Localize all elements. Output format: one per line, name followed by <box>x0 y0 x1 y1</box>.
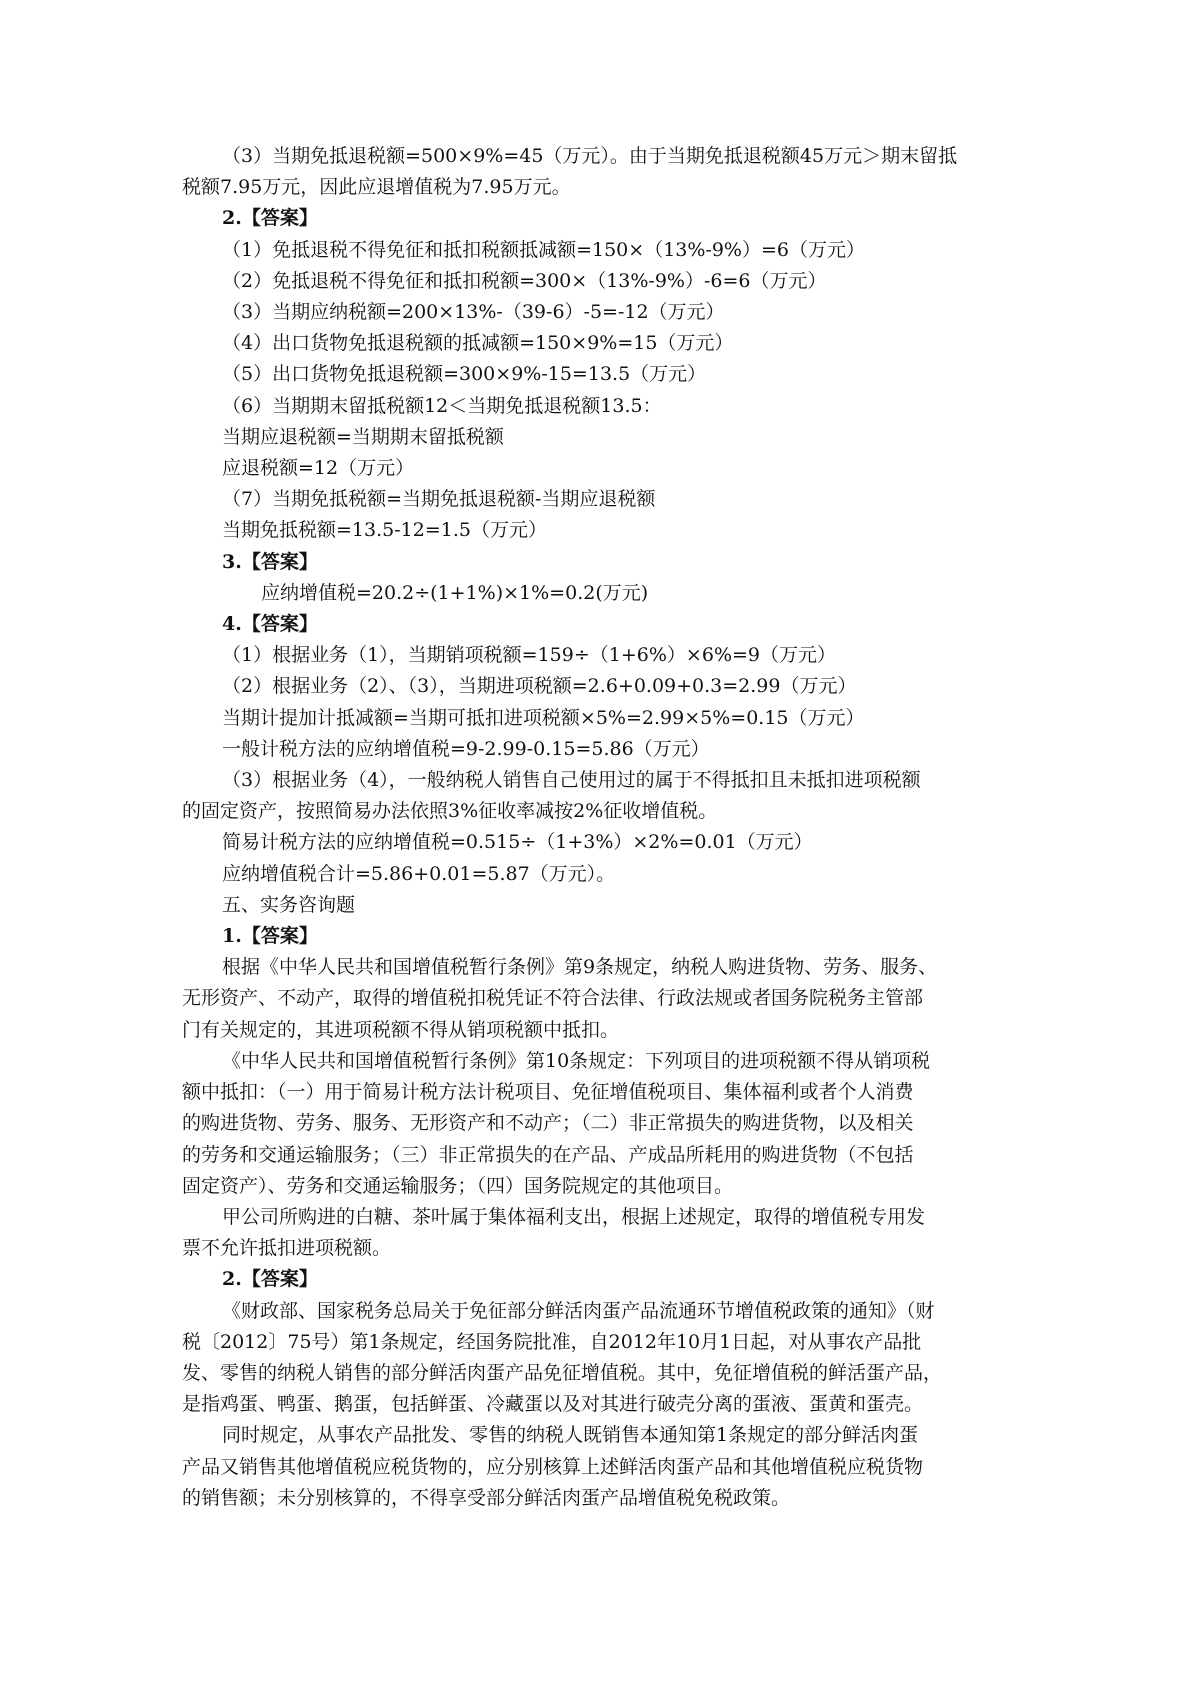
section-heading: 2.【答案】 <box>222 1268 318 1291</box>
text-line: 的销售额；未分别核算的，不得享受部分鲜活肉蛋产品增值税免税政策。 <box>182 1486 791 1509</box>
text-line: 根据《中华人民共和国增值税暂行条例》第9条规定，纳税人购进货物、劳务、服务、 <box>222 956 938 979</box>
text-line: 甲公司所购进的白糖、茶叶属于集体福利支出，根据上述规定，取得的增值税专用发 <box>222 1205 926 1228</box>
section-heading: 2.【答案】 <box>222 207 318 230</box>
text-line: 简易计税方法的应纳增值税=0.515÷（1+3%）×2%=0.01（万元） <box>222 831 813 854</box>
text-line: （2）根据业务（2）、（3），当期进项税额=2.6+0.09+0.3=2.99（万元） <box>222 675 857 698</box>
text-line: 门有关规定的，其进项税额不得从销项税额中抵扣。 <box>182 1018 620 1041</box>
text-line: （4）出口货物免抵退税额的抵减额=150×9%=15（万元） <box>222 332 734 355</box>
text-line: 五、实务咨询题 <box>222 893 356 916</box>
section-heading: 1.【答案】 <box>222 925 318 948</box>
text-line: 同时规定，从事农产品批发、零售的纳税人既销售本通知第1条规定的部分鲜活肉蛋 <box>222 1424 919 1447</box>
text-line: 当期计提加计抵减额=当期可抵扣进项税额×5%=2.99×5%=0.15（万元） <box>222 706 865 729</box>
text-line: 的购进货物、劳务、服务、无形资产和不动产；（二）非正常损失的购进货物，以及相关 <box>182 1112 914 1135</box>
text-line: （3）根据业务（4），一般纳税人销售自己使用过的属于不得抵扣且未抵扣进项税额 <box>222 769 921 792</box>
text-line: 的劳务和交通运输服务；（三）非正常损失的在产品、产成品所耗用的购进货物（不包括 <box>182 1143 914 1166</box>
text-line: （1）免抵退税不得免征和抵扣税额抵减额=150×（13%-9%）=6（万元） <box>222 238 865 261</box>
section-heading: 3.【答案】 <box>222 550 318 573</box>
text-line: （6）当期期末留抵税额12＜当期免抵退税额13.5： <box>222 394 662 417</box>
text-line: 应纳增值税=20.2÷(1+1%)×1%=0.2(万元) <box>261 581 649 604</box>
text-line: （2）免抵退税不得免征和抵扣税额=300×（13%-9%）-6=6（万元） <box>222 269 827 292</box>
text-line: （5）出口货物免抵退税额=300×9%-15=13.5（万元） <box>222 363 707 386</box>
text-line: 额中抵扣：（一）用于简易计税方法计税项目、免征增值税项目、集体福利或者个人消费 <box>182 1081 914 1104</box>
text-line: 一般计税方法的应纳增值税=9-2.99-0.15=5.86（万元） <box>222 737 710 760</box>
text-line: 固定资产）、劳务和交通运输服务；（四）国务院规定的其他项目。 <box>182 1174 734 1197</box>
text-line: （3）当期免抵退税额=500×9%=45（万元）。由于当期免抵退税额45万元＞期末留抵 <box>222 145 958 167</box>
text-line: 税额7.95万元，因此应退增值税为7.95万元。 <box>182 176 571 199</box>
text-line: 的固定资产，按照简易办法依照3%征收率减按2%征收增值税。 <box>182 800 718 823</box>
text-line: 《财政部、国家税务总局关于免征部分鲜活肉蛋产品流通环节增值税政策的通知》（财 <box>222 1299 935 1322</box>
section-heading: 4.【答案】 <box>222 613 318 636</box>
text-line: 当期应退税额=当期期末留抵税额 <box>222 425 504 448</box>
text-line: 是指鸡蛋、鸭蛋、鹅蛋，包括鲜蛋、冷藏蛋以及对其进行破壳分离的蛋液、蛋黄和蛋壳。 <box>182 1393 924 1416</box>
text-line: （7）当期免抵税额=当期免抵退税额-当期应退税额 <box>222 488 656 511</box>
text-line: （1）根据业务（1），当期销项税额=159÷（1+6%）×6%=9（万元） <box>222 644 837 667</box>
text-line: 票不允许抵扣进项税额。 <box>182 1237 392 1260</box>
text-line: 无形资产、不动产，取得的增值税扣税凭证不符合法律、行政法规或者国务院税务主管部 <box>182 987 924 1010</box>
text-line: 《中华人民共和国增值税暂行条例》第10条规定：下列项目的进项税额不得从销项税 <box>222 1049 931 1072</box>
text-line: （3）当期应纳税额=200×13%-（39-6）-5=-12（万元） <box>222 301 725 324</box>
text-line: 产品又销售其他增值税应税货物的，应分别核算上述鲜活肉蛋产品和其他增值税应税货物 <box>182 1455 924 1478</box>
text-line: 税〔2012〕75号）第1条规定，经国务院批准，自2012年10月1日起，对从事农产品批 <box>182 1330 922 1353</box>
text-line: 应退税额=12（万元） <box>222 457 415 480</box>
text-line: 发、零售的纳税人销售的部分鲜活肉蛋产品免征增值税。其中，免征增值税的鲜活蛋产品， <box>182 1361 943 1384</box>
text-line: 当期免抵税额=13.5-12=1.5（万元） <box>222 519 547 542</box>
text-line: 应纳增值税合计=5.86+0.01=5.87（万元）。 <box>222 862 616 885</box>
